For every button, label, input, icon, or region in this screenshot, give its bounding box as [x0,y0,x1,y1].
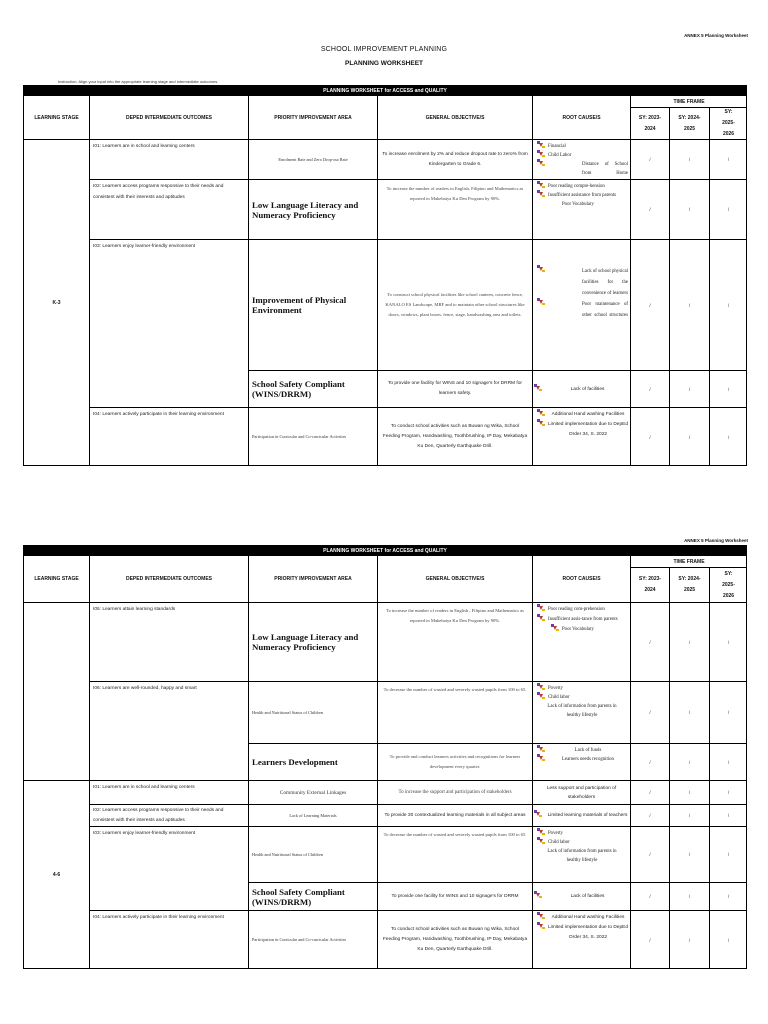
timeframe-mark: / [670,744,710,781]
timeframe-mark: / [631,805,670,827]
timeframe-mark: / [670,180,710,240]
timeframe-mark: / [631,827,670,883]
priority-area-cell: School Safety Compliant (WINS/DRRM) [249,371,378,408]
priority-area-cell: Improvement of Physical Environment [249,240,378,371]
header-root-causes: ROOT CAUSE/S [533,96,631,140]
timeframe-mark: / [631,781,670,805]
header-sy-2025: SY: 2025-2026 [710,568,747,603]
bullet-arrow-icon [536,913,548,921]
timeframe-mark: / [710,371,747,408]
objective-cell: To decrease the number of wasted and severely wasted pupils from 100 to 65. [378,827,533,883]
header-sy-2023: SY: 2023-2024 [631,568,670,603]
bullet-arrow-icon [536,299,582,307]
bullet-arrow-icon [536,923,548,931]
bullet-arrow-icon [533,811,545,819]
bullet-arrow-icon [536,160,582,168]
timeframe-mark: / [670,240,710,371]
timeframe-mark: / [631,883,670,911]
timeframe-mark: / [670,781,710,805]
header-sy-2025: SY: 2025-2026 [710,108,747,140]
header-time-frame: TIME FRAME [631,556,747,568]
objective-cell: To increase the number of readers in English, Filipino and Mathematics as reported in Makebatya Ku Den Program by 90%. [378,180,533,240]
header-sy-2024: SY: 2024-2025 [670,568,710,603]
priority-area-cell: Health and Nutritional Status of Children [249,827,378,883]
annex-label: ANNEX 5 Planning Worksheet [684,538,748,543]
bullet-arrow-icon [536,693,548,701]
objective-cell: To conduct school activities such as Buwan ng Wika, School Feeding Program, Handwashing, Toothbrushing, IP Day, Mekabatya Ku Den, Quarterly Earthquake Drill. [378,911,533,969]
header-learning-stage: LEARNING STAGE [24,96,90,140]
timeframe-mark: / [631,371,670,408]
table-band-title: PLANNING WORKSHEET for ACCESS and QUALITY [24,86,746,96]
root-cause-cell: Additional Hand washing Facilities Limited implementation due to DepEd Order 34, S. 2022 [533,911,631,969]
timeframe-mark: / [631,682,670,744]
header-priority-area: PRIORITY IMPROVEMENT AREA [249,96,378,140]
bullet-arrow-icon [536,142,548,150]
outcome-cell: I02: Learners access programs responsive to their needs and consistent with their interests and aptitudes [90,805,249,827]
timeframe-mark: / [631,240,670,371]
priority-area-cell: Enrolment Rate and Zero Drop-out Rate [249,140,378,180]
objective-cell: To increase the number of readers in English , Filipino and Mathematics as reported in Makebatya Ku Den Program by 90%. [378,603,533,682]
timeframe-mark: / [631,744,670,781]
objective-cell: To conduct school activities such as Buwan ng Wika, School Feeding Program, Handwashing, Toothbrushing, IP Day, Mekabatya Ku Den, Quarterly Earthquake Drill. [378,408,533,466]
priority-area-cell: Low Language Literacy and Numeracy Proficiency [249,603,378,682]
outcome-cell: I01: Learners are in school and learning centers [90,781,249,805]
timeframe-mark: / [670,140,710,180]
objective-cell: To provide one facility for WINS and 10 signage's for DRRM for learners safety. [378,371,533,408]
priority-area-cell: Health and Nutritional Status of Children [249,682,378,744]
timeframe-mark: / [710,408,747,466]
outcome-cell: I03: Learners enjoy learner-friendly environment [90,240,249,408]
timeframe-mark: / [631,408,670,466]
timeframe-mark: / [710,180,747,240]
timeframe-mark: / [670,682,710,744]
root-cause-cell: Limited learning materials of teachers [533,805,631,827]
timeframe-mark: / [710,911,747,969]
bullet-arrow-icon [536,829,548,837]
planning-table [23,85,747,466]
root-cause-cell: Lack of facilities [533,883,631,911]
timeframe-mark: / [670,805,710,827]
timeframe-mark: / [710,883,747,911]
annex-label: ANNEX 5 Planning Worksheet [684,33,748,38]
header-root-causes: ROOT CAUSE/S [533,556,631,603]
bullet-arrow-icon [536,182,548,190]
header-time-frame: TIME FRAME [631,96,747,108]
objective-cell: To increase the support and participation of stakeholders [378,781,533,805]
root-cause-cell: Lack of facilities [533,371,631,408]
timeframe-mark: / [710,682,747,744]
outcome-cell: I04: Learners actively participate in their learning environment [90,911,249,969]
bullet-arrow-icon [533,892,545,900]
outcome-cell: I01: Learners are in school and learning centers [90,140,249,180]
objective-cell: To decrease the number of wasted and severely wasted pupils from 100 to 65. [378,682,533,744]
bullet-arrow-icon [536,746,548,754]
timeframe-mark: / [670,883,710,911]
timeframe-mark: / [670,911,710,969]
timeframe-mark: / [631,140,670,180]
document-title: SCHOOL IMPROVEMENT PLANNING [320,46,448,53]
objective-cell: To increase enrolment by 2% and reduce dropout rate to zero% from Kindergarten to Grade 6. [378,140,533,180]
bullet-arrow-icon [536,266,582,274]
bullet-arrow-icon [536,755,548,763]
timeframe-mark: / [631,911,670,969]
timeframe-mark: / [710,827,747,883]
priority-area-cell: Lack of Learning Materials [249,805,378,827]
timeframe-mark: / [670,371,710,408]
planning-table [23,545,747,969]
bullet-arrow-icon [536,191,548,199]
timeframe-mark: / [710,140,747,180]
priority-area-cell: Low Language Literacy and Numeracy Proficiency [249,180,378,240]
root-cause-cell: Lack of school physical facilities for the convenience of learners Poor maintenance of other school structures [533,240,631,371]
bullet-arrow-icon [536,684,548,692]
header-sy-2023: SY: 2023-2024 [631,108,670,140]
timeframe-mark: / [631,180,670,240]
bullet-arrow-icon [536,420,548,428]
learning-stage-4-6: 4-6 [24,781,90,969]
timeframe-mark: / [710,240,747,371]
outcome-cell: I06: Learners are well-rounded, happy and smart [90,682,249,781]
header-learning-stage: LEARNING STAGE [24,556,90,603]
header-sy-2024: SY: 2024-2025 [670,108,710,140]
objective-cell: To provide 30 contextualized learning materials in all subject areas [378,805,533,827]
bullet-arrow-icon [550,625,562,633]
root-cause-cell: Poverty Child labor Lack of information from parents in healthy lifestyle [533,682,631,744]
outcome-cell: I05: Learners attain learning standards [90,603,249,682]
outcome-cell: I03: Learners enjoy learner-friendly environment [90,827,249,911]
worksheet-page-2 [0,530,768,1024]
root-cause-cell: Financial Child Labor Distance of School from Home [533,140,631,180]
priority-area-cell: Community External Linkages [249,781,378,805]
outcome-cell: I02: Learners access programs responsive to their needs and consistent with their interests and aptitudes [90,180,249,240]
bullet-arrow-icon [536,605,548,613]
priority-area-cell: School Safety Compliant (WINS/DRRM) [249,883,378,911]
worksheet-page-1 [0,0,768,470]
timeframe-mark: / [631,603,670,682]
learning-stage-blank [24,603,90,781]
timeframe-mark: / [710,603,747,682]
priority-area-cell: Learners Development [249,744,378,781]
bullet-arrow-icon [533,385,545,393]
header-priority-area: PRIORITY IMPROVEMENT AREA [249,556,378,603]
header-objectives: GENERAL OBJECTIVE/S [378,556,533,603]
outcome-cell: I04: Learners actively participate in their learning environment [90,408,249,466]
header-outcomes: DEPED INTERMEDIATE OUTCOMES [90,556,249,603]
bullet-arrow-icon [536,410,548,418]
root-cause-cell: Poor reading compre-hension Insufficient assistance from parents Poor Vocabulary [533,180,631,240]
objective-cell: To provide and conduct learners activities and recognitions for learners development every quarter. [378,744,533,781]
instruction-text: Instruction: Align your input into the appropriate learning stage and intermediate outcomes. [58,79,219,84]
bullet-arrow-icon [536,838,548,846]
timeframe-mark: / [710,805,747,827]
root-cause-cell: Less support and participation of stakeholders [533,781,631,805]
timeframe-mark: / [710,781,747,805]
header-objectives: GENERAL OBJECTIVE/S [378,96,533,140]
objective-cell: To provide one facility for WINS and 10 signage's for DRRM [378,883,533,911]
timeframe-mark: / [670,603,710,682]
objective-cell: To construct school physical facilities like school canteen, concrete fence, KANALO ES Landscape, MRF and to maintain other school structures like doors, windows, plant boxes, fence, stage, handwashing area and toilets. [378,240,533,371]
header-outcomes: DEPED INTERMEDIATE OUTCOMES [90,96,249,140]
root-cause-cell: Additional Hand washing Facilities Limited implementation due to DepEd Order 34, S. 2022 [533,408,631,466]
document-subtitle: PLANNING WORKSHEET [345,60,423,67]
timeframe-mark: / [710,744,747,781]
root-cause-cell: Poverty Child labor Lack of information from parents in healthy lifestyle [533,827,631,883]
learning-stage-k3: K-3 [24,140,90,466]
root-cause-cell: Poor reading com-prehension Insufficient assis-tance from parents Poor Vocabulary [533,603,631,682]
priority-area-cell: Participation in Curricular and Co-curricular Activities [249,911,378,969]
root-cause-cell: Lack of funds Learners needs recognition [533,744,631,781]
bullet-arrow-icon [536,151,548,159]
timeframe-mark: / [670,827,710,883]
bullet-arrow-icon [536,615,548,623]
timeframe-mark: / [670,408,710,466]
table-band-title: PLANNING WORKSHEET for ACCESS and QUALITY [24,546,746,556]
priority-area-cell: Participation in Curricular and Co-curricular Activities [249,408,378,466]
